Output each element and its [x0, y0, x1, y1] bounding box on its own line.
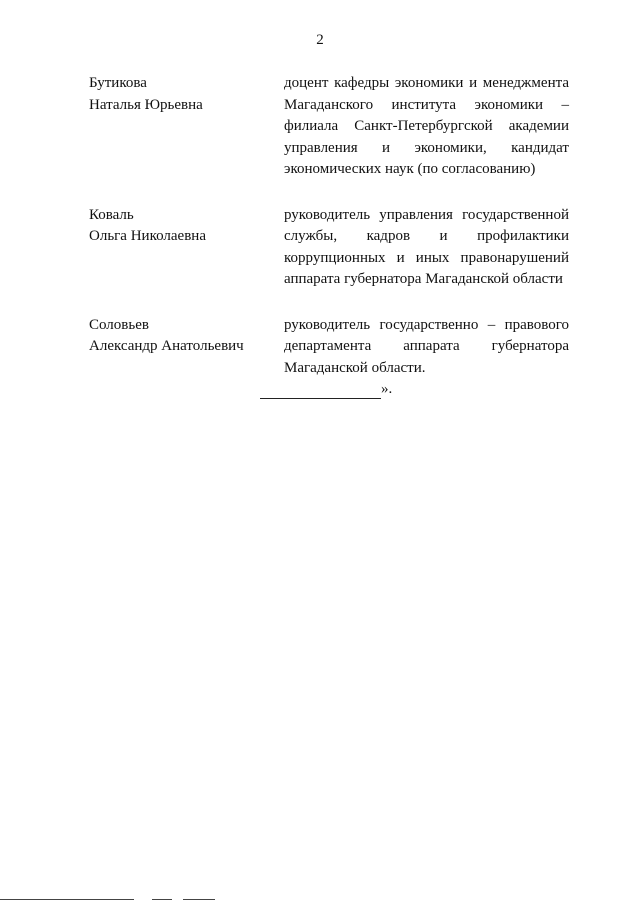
closing-underline: [260, 381, 381, 399]
closing-mark: [260, 379, 392, 399]
member-position-line: руководитель государственно – правового: [284, 316, 569, 333]
footer-rule: [0, 899, 134, 900]
member-position: [284, 73, 569, 181]
member-position-line: коррупционных и иных правонарушений: [284, 249, 569, 266]
member-entry: [89, 315, 569, 380]
commission-member-list: [89, 73, 569, 403]
member-position: [284, 315, 569, 380]
member-position-line: доцент кафедры экономики и менеджмента: [284, 75, 569, 91]
member-entry: [89, 73, 569, 181]
member-position-line: Магаданского института экономики –: [284, 96, 569, 113]
member-position-line: Магаданской области.: [284, 359, 426, 376]
member-surname: Коваль: [89, 206, 134, 223]
member-name: [89, 205, 284, 291]
member-surname: Соловьев: [89, 316, 149, 333]
page-number: 2: [316, 32, 324, 48]
member-position-line: аппарата губернатора Магаданской области: [284, 271, 563, 287]
closing-quote: ».: [381, 381, 393, 397]
footer-rule: [183, 899, 215, 900]
member-position-line: управления и экономики, кандидат: [284, 139, 569, 156]
member-given-names: Наталья Юрьевна: [89, 96, 203, 113]
member-position: [284, 205, 569, 291]
member-given-names: Ольга Николаевна: [89, 228, 206, 244]
member-surname: Бутикова: [89, 75, 147, 91]
member-given-names: Александр Анатольевич: [89, 338, 244, 354]
member-name: [89, 73, 284, 181]
footer-rule: [152, 899, 172, 900]
member-name: [89, 315, 284, 380]
member-entry: [89, 205, 569, 291]
member-position-line: экономических наук (по согласованию): [284, 161, 536, 177]
member-position-line: руководитель управления государственной: [284, 206, 569, 223]
member-position-line: службы, кадров и профилактики: [284, 228, 569, 244]
member-position-line: филиала Санкт-Петербургской академии: [284, 118, 569, 134]
member-position-line: департамента аппарата губернатора: [284, 338, 569, 354]
